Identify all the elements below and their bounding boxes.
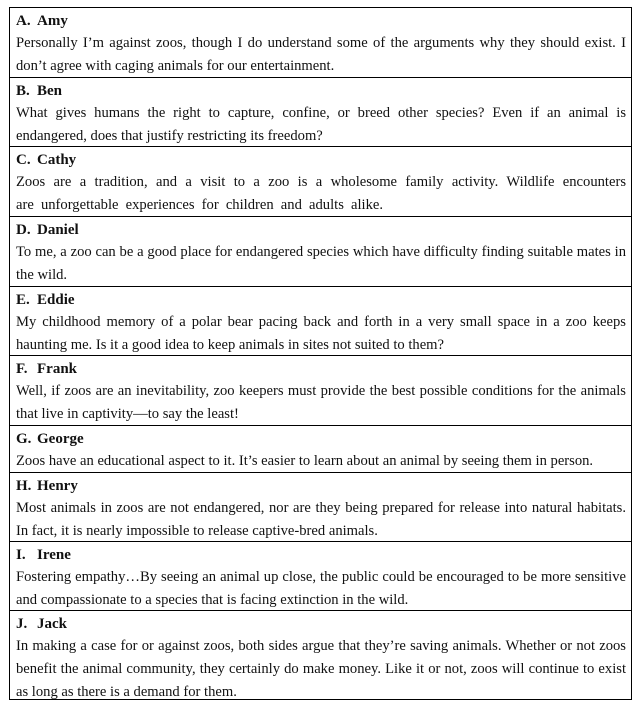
speaker-heading — [16, 475, 626, 497]
speaker-name: Frank — [37, 361, 78, 377]
speaker-name: Daniel — [37, 222, 79, 238]
opinion-text: Well, if zoos are an inevitability, zoo keepers must provide the best possible conditions for the animals that live in captivity—to say the least! — [16, 383, 626, 422]
option-letter: B. — [16, 83, 30, 99]
opinion-row-eddie — [10, 286, 631, 355]
speaker-heading — [16, 544, 626, 566]
opinion-text: What gives humans the right to capture, confine, or breed other species? Even if an animal is endangered, does that justify restricting its freedom? — [16, 105, 626, 144]
option-letter: F. — [16, 361, 28, 377]
opinion-row-cathy — [10, 146, 631, 216]
opinion-row-irene — [10, 541, 631, 610]
option-letter: G. — [16, 431, 32, 447]
speaker-name: Irene — [37, 547, 71, 563]
option-letter: H. — [16, 478, 32, 494]
option-letter: E. — [16, 292, 30, 308]
speaker-name: George — [37, 431, 84, 447]
speaker-heading — [16, 10, 626, 32]
speaker-heading — [16, 80, 626, 102]
opinion-row-daniel — [10, 216, 631, 286]
opinion-text: My childhood memory of a polar bear pacing back and forth in a very small space in a zoo keeps haunting me. Is it a good idea to keep animals in sites not suited to them? — [16, 314, 626, 353]
speaker-name: Amy — [37, 13, 68, 29]
speaker-name: Ben — [37, 83, 63, 99]
opinion-text: Fostering empathy…By seeing an animal up close, the public could be encouraged to be more sensitive and compassionate to a species that is facing extinction in the wild. — [16, 569, 626, 608]
opinion-row-ben — [10, 77, 631, 146]
speaker-heading — [16, 149, 626, 171]
opinion-row-george — [10, 425, 631, 472]
speaker-heading — [16, 428, 626, 450]
option-letter: J. — [16, 616, 28, 632]
opinion-text: To me, a zoo can be a good place for endangered species which have difficulty finding suitable mates in the wild. — [16, 244, 626, 283]
option-letter: I. — [16, 547, 26, 563]
speaker-heading — [16, 219, 626, 241]
opinion-text: In making a case for or against zoos, both sides argue that they’re saving animals. Whether or not zoos benefit the animal community, they certainly do make money. Like it or not, zoos will continue to exist as long as there is a demand for them. — [16, 638, 626, 700]
speaker-name: Henry — [37, 478, 78, 494]
speaker-name: Cathy — [37, 152, 77, 168]
opinion-row-frank — [10, 355, 631, 425]
opinions-table — [9, 7, 632, 700]
opinion-text: Most animals in zoos are not endangered, nor are they being prepared for release into natural habitats. In fact, it is nearly impossible to release captive-bred animals. — [16, 500, 626, 539]
option-letter: A. — [16, 13, 31, 29]
opinion-text: Zoos have an educational aspect to it. It’s easier to learn about an animal by seeing them in person. — [16, 453, 594, 469]
speaker-heading — [16, 613, 626, 635]
opinion-row-amy — [10, 8, 631, 77]
option-letter: D. — [16, 222, 31, 238]
speaker-heading — [16, 289, 626, 311]
speaker-heading — [16, 358, 626, 380]
option-letter: C. — [16, 152, 31, 168]
opinion-row-jack — [10, 610, 631, 699]
opinion-row-henry — [10, 472, 631, 541]
speaker-name: Jack — [37, 616, 67, 632]
opinion-text: Personally I’m against zoos, though I do understand some of the arguments why they should exist. I don’t agree with caging animals for our entertainment. — [16, 35, 626, 74]
opinion-text: Zoos are a tradition, and a visit to a zoo is a wholesome family activity. Wildlife encounters are unforgettable experiences for children and adults alike. — [16, 174, 626, 213]
speaker-name: Eddie — [37, 292, 75, 308]
